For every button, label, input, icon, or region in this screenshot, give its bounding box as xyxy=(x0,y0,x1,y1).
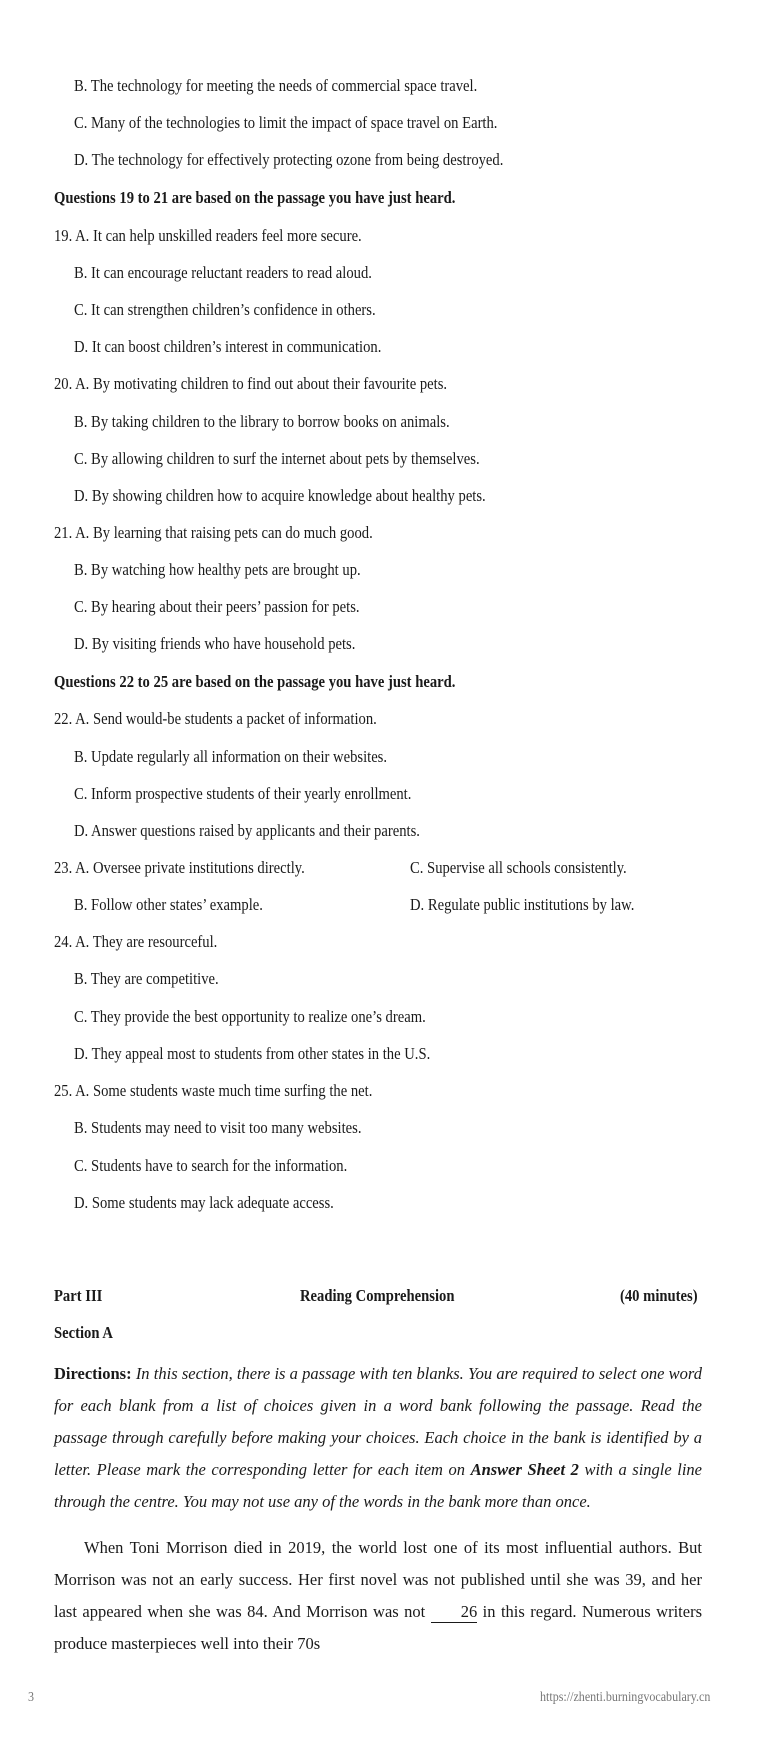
answer-option: B. By taking children to the library to borrow books on animals. xyxy=(74,412,450,431)
answer-option: D. They appeal most to students from other states in the U.S. xyxy=(74,1044,431,1063)
page-number: 3 xyxy=(28,1690,35,1705)
directions-text-1: In this section, there is a passage with ten blanks. You are required to select one word for each blank from a list of choices given in a word bank following the passage. Read the passage through carefully before making your choices. Each choice in the bank is identified by a letter. Please mark the corresponding letter for each item on xyxy=(54,1364,702,1479)
directions-label: Directions: xyxy=(54,1364,132,1383)
answer-option: D. The technology for effectively protecting ozone from being destroyed. xyxy=(74,150,504,169)
answer-option: B. It can encourage reluctant readers to read aloud. xyxy=(74,263,372,282)
passage-text-2: in this regard. Numerous writers produce masterpieces well into their 70s xyxy=(54,1602,702,1653)
answer-option: C. They provide the best opportunity to realize one’s dream. xyxy=(74,1007,426,1026)
answer-option: D. Regulate public institutions by law. xyxy=(410,895,635,914)
answer-option: 19. A. It can help unskilled readers feel more secure. xyxy=(54,226,362,245)
directions-paragraph xyxy=(54,1358,702,1518)
answer-option: 20. A. By motivating children to find out about their favourite pets. xyxy=(54,374,448,393)
directions-text-2: with a single line through the centre. You may not use any of the words in the bank more than once. xyxy=(54,1460,702,1511)
question-group-heading: Questions 19 to 21 are based on the passage you have just heard. xyxy=(54,188,456,207)
answer-option: C. It can strengthen children’s confidence in others. xyxy=(74,300,376,319)
answer-option: C. Inform prospective students of their yearly enrollment. xyxy=(74,784,412,803)
answer-option: D. By showing children how to acquire knowledge about healthy pets. xyxy=(74,486,486,505)
answer-option: 24. A. They are resourceful. xyxy=(54,932,218,951)
answer-sheet-label: Answer Sheet 2 xyxy=(470,1460,579,1479)
answer-option: C. By allowing children to surf the internet about pets by themselves. xyxy=(74,449,480,468)
blank-26: 26 xyxy=(431,1602,478,1623)
answer-option: C. By hearing about their peers’ passion for pets. xyxy=(74,597,360,616)
answer-option: D. Some students may lack adequate access. xyxy=(74,1193,334,1212)
part-label: Part III xyxy=(54,1286,103,1305)
answer-option: D. Answer questions raised by applicants and their parents. xyxy=(74,821,420,840)
part-time: (40 minutes) xyxy=(620,1286,698,1305)
question-group-heading: Questions 22 to 25 are based on the passage you have just heard. xyxy=(54,672,456,691)
answer-option: 23. A. Oversee private institutions directly. xyxy=(54,858,305,877)
passage-text-1: When Toni Morrison died in 2019, the world lost one of its most influential authors. But Morrison was not an early success. Her first novel was not published until she was 39, and her last appeared when she was 84. And Morrison was not xyxy=(54,1538,702,1621)
answer-option: B. Update regularly all information on their websites. xyxy=(74,747,388,766)
passage-paragraph xyxy=(54,1532,702,1660)
answer-option: B. By watching how healthy pets are brought up. xyxy=(74,560,361,579)
answer-option: 22. A. Send would-be students a packet of information. xyxy=(54,709,377,728)
answer-option: 25. A. Some students waste much time surfing the net. xyxy=(54,1081,373,1100)
answer-option: 21. A. By learning that raising pets can do much good. xyxy=(54,523,373,542)
answer-option: B. The technology for meeting the needs of commercial space travel. xyxy=(74,76,478,95)
answer-option: D. It can boost children’s interest in communication. xyxy=(74,337,382,356)
answer-option: C. Supervise all schools consistently. xyxy=(410,858,627,877)
answer-option: D. By visiting friends who have household pets. xyxy=(74,634,356,653)
answer-option: C. Many of the technologies to limit the impact of space travel on Earth. xyxy=(74,113,498,132)
answer-option: B. Follow other states’ example. xyxy=(74,895,263,914)
source-url: https://zhenti.burningvocabulary.cn xyxy=(540,1690,711,1705)
section-title: Section A xyxy=(54,1323,113,1342)
answer-option: C. Students have to search for the information. xyxy=(74,1156,348,1175)
answer-option: B. They are competitive. xyxy=(74,969,219,988)
answer-option: B. Students may need to visit too many websites. xyxy=(74,1118,362,1137)
part-title: Reading Comprehension xyxy=(300,1286,455,1305)
